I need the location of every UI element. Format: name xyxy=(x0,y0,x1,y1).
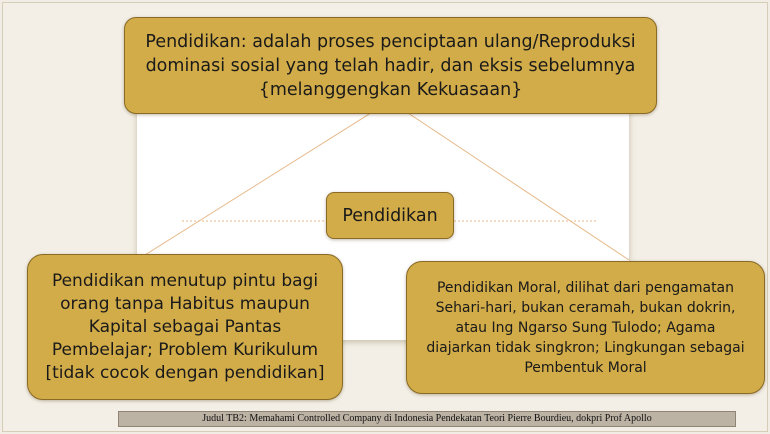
left-point-text: Pendidikan menutup pintu bagi orang tanpa Habitus maupun Kapital sebagai Pantas Pembelajar; Problem Kurikulum [tidak cocok dengan pendidikan] xyxy=(45,270,325,383)
left-point-box xyxy=(27,254,343,400)
caption-text: Judul TB2: Memahami Controlled Company di Indonesia Pendekatan Teori Pierre Bourdieu, dokpri Prof Apollo xyxy=(202,413,652,424)
right-point-text: Pendidikan Moral, dilihat dari pengamatan Sehari-hari, bukan ceramah, bukan dokrin, atau Ing Ngarso Sung Tulodo; Agama diajarkan tidak singkron; Lingkungan sebagai Pembentuk Moral xyxy=(426,279,745,376)
right-point-box xyxy=(406,261,765,394)
top-definition-box xyxy=(124,17,657,114)
center-node-box xyxy=(326,192,454,239)
caption-bar xyxy=(118,411,736,427)
top-definition-text: Pendidikan: adalah proses penciptaan ulang/Reproduksi dominasi sosial yang telah hadir, dan eksis sebelumnya {melanggengkan Kekuasaan} xyxy=(145,31,636,100)
center-node-label: Pendidikan xyxy=(342,205,438,226)
